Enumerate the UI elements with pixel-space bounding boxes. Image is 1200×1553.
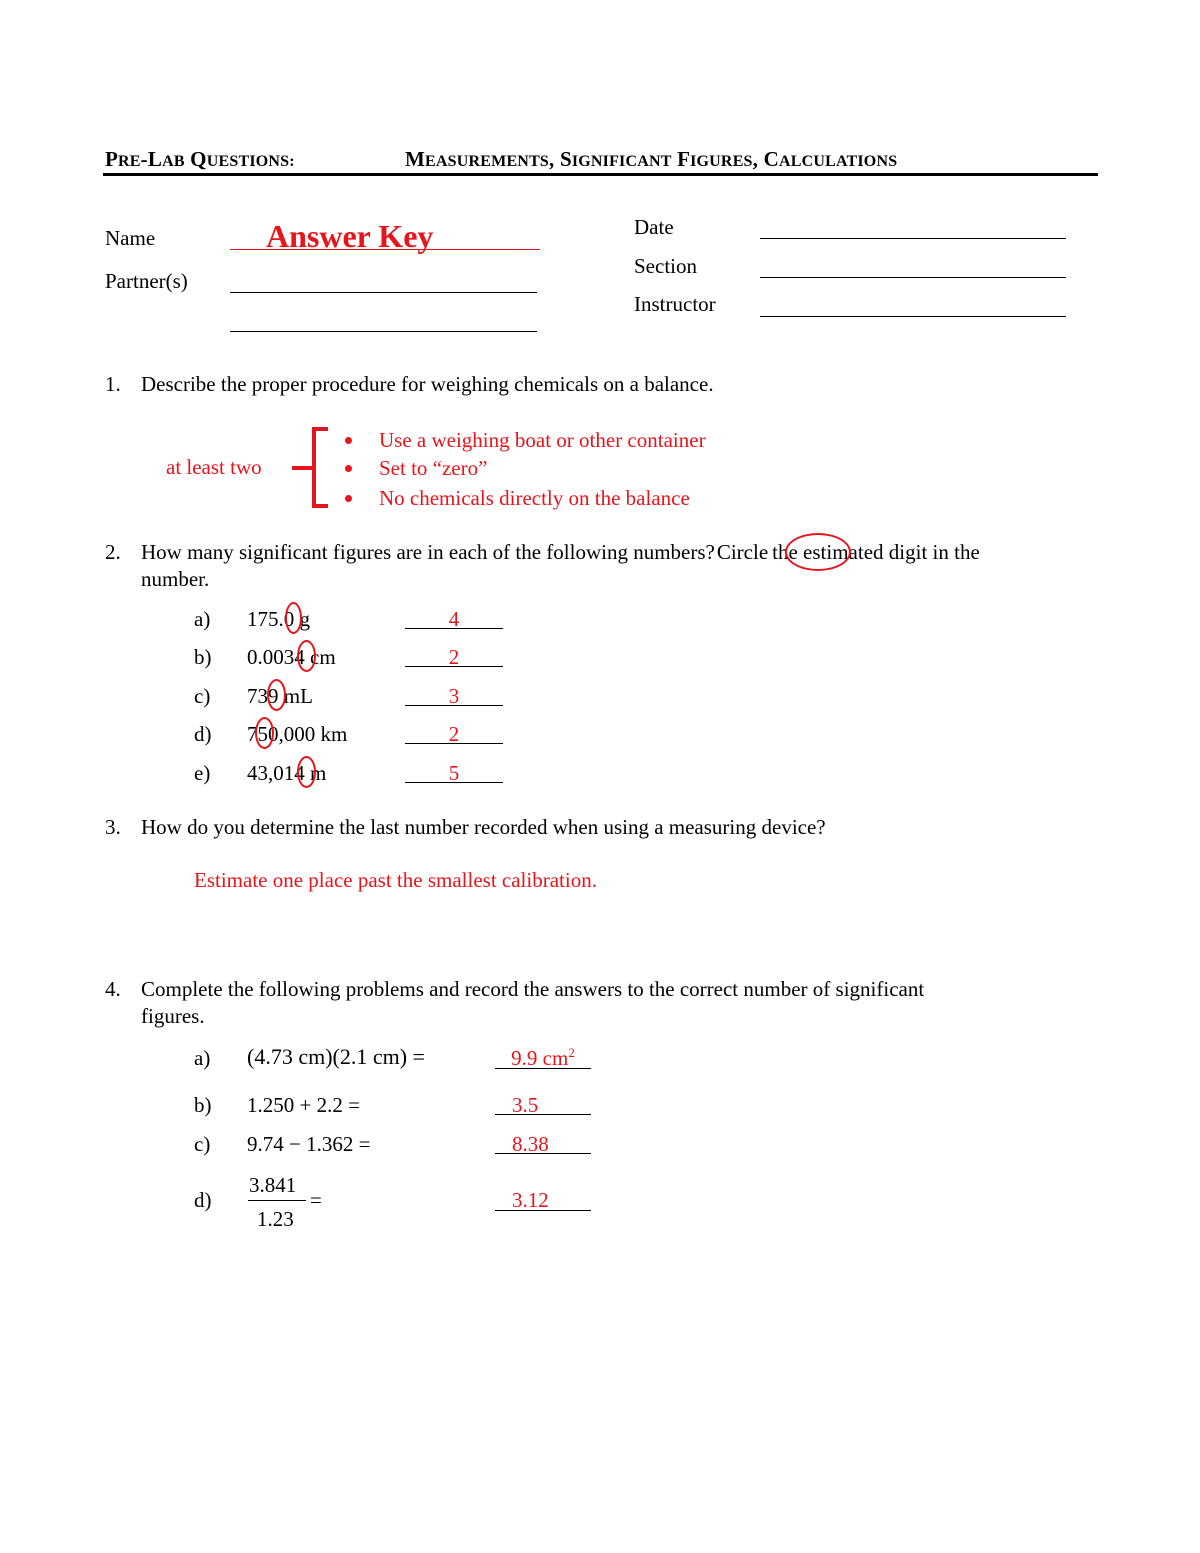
estimated-digit-circle	[297, 756, 316, 788]
q1-text: Describe the proper procedure for weighing chemicals on a balance.	[141, 372, 714, 396]
q2-item-b-letter: b)	[194, 645, 212, 669]
q4-item-d-numerator: 3.841	[249, 1173, 297, 1197]
fraction-bar	[248, 1200, 306, 1201]
q2-item-a-letter: a)	[194, 607, 211, 631]
q1-bullet-3: No chemicals directly on the balance	[379, 486, 690, 510]
q4-item-a-answer: 9.9 $cm^2$	[511, 1045, 575, 1070]
name-field[interactable]	[230, 249, 540, 250]
answer-line	[495, 1210, 591, 1211]
name-value: Answer Key	[266, 218, 434, 254]
q2-item-c-letter: c)	[194, 684, 211, 708]
q4-item-a-expr: (4.73 cm)(2.1 cm) =	[247, 1044, 425, 1069]
q1-note: at least two	[166, 455, 262, 479]
q3-text: How do you determine the last number recorded when using a measuring device?	[141, 815, 826, 839]
answer-line	[405, 628, 503, 629]
q2-text-line2: number.	[141, 567, 210, 591]
answer-line	[405, 782, 503, 783]
q1-bullet-2: Set to “zero”	[379, 456, 488, 480]
q4-text-line2: figures.	[141, 1004, 205, 1028]
date-label: Date	[634, 215, 674, 239]
q4-item-c-letter: c)	[194, 1132, 211, 1156]
q2-item-e-value: 43,014 m	[247, 761, 327, 785]
date-field[interactable]	[760, 238, 1066, 239]
q4-item-d-denominator: 1.23	[257, 1207, 294, 1231]
header-rule	[103, 173, 1098, 176]
estimated-digit-circle	[267, 679, 286, 711]
q4-item-d-answer: 3.12	[512, 1188, 549, 1212]
q2-item-b-answer: 2	[448, 645, 460, 669]
answer-line	[405, 743, 503, 744]
answer-line	[495, 1153, 591, 1154]
q2-item-d-letter: d)	[194, 722, 212, 746]
partner-field-1[interactable]	[230, 292, 537, 293]
bullet-icon	[345, 465, 352, 472]
q4-item-c-expr: 9.74 − 1.362 =	[247, 1132, 371, 1156]
bullet-icon	[345, 437, 352, 444]
answer-line	[405, 666, 503, 667]
q4-item-c-answer: 8.38	[512, 1132, 549, 1156]
section-label: Section	[634, 254, 697, 278]
answer-line	[495, 1068, 591, 1069]
estimated-digit-circle	[285, 602, 302, 634]
name-label: Name	[105, 226, 156, 250]
q3-number: 3.	[105, 815, 121, 839]
instructor-field[interactable]	[760, 316, 1066, 317]
q2-text: How many significant figures are in each of the following numbers?Circle the estimated digit in the	[141, 540, 980, 564]
partners-label: Partner(s)	[105, 269, 188, 293]
partner-field-2[interactable]	[230, 331, 537, 332]
q2-item-c-value: 739 mL	[247, 684, 313, 708]
q4-item-d-letter: d)	[194, 1188, 212, 1212]
q2-item-d-value: 750,000 km	[247, 722, 348, 746]
q2-item-e-answer: 5	[448, 761, 460, 785]
q2-number: 2.	[105, 540, 121, 564]
q4-item-b-letter: b)	[194, 1093, 212, 1117]
q2-item-c-answer: 3	[448, 684, 460, 708]
q4-item-b-expr: 1.250 + 2.2 =	[247, 1093, 360, 1117]
q3-answer: Estimate one place past the smallest calibration.	[194, 868, 597, 892]
q2-item-a-value: 175.0 g	[247, 607, 310, 631]
brace-arrow-icon	[288, 424, 336, 512]
answer-line	[405, 705, 503, 706]
answer-line	[495, 1114, 591, 1115]
instructor-label: Instructor	[634, 292, 716, 316]
estimated-digit-circle	[297, 640, 316, 672]
page-subtitle: MEASUREMENTS, SIGNIFICANT FIGURES, CALCULATIONS	[405, 147, 898, 171]
estimated-digit-circle	[255, 717, 274, 749]
q4-text: Complete the following problems and record the answers to the correct number of significant	[141, 977, 925, 1001]
q2-item-d-answer: 2	[448, 722, 460, 746]
q4-item-d-equals: =	[310, 1188, 322, 1212]
q2-item-a-answer: 4	[448, 607, 460, 631]
section-field[interactable]	[760, 277, 1066, 278]
q4-number: 4.	[105, 977, 121, 1001]
q2-item-b-value: 0.0034 cm	[247, 645, 336, 669]
q1-number: 1.	[105, 372, 121, 396]
q4-item-b-answer: 3.5	[512, 1093, 539, 1117]
q2-item-e-letter: e)	[194, 761, 211, 785]
page-title: PRE-LAB QUESTIONS:	[105, 147, 295, 171]
bullet-icon	[345, 495, 352, 502]
circle-word-highlight	[785, 533, 851, 571]
q4-item-a-letter: a)	[194, 1046, 211, 1070]
q1-bullet-1: Use a weighing boat or other container	[379, 428, 706, 452]
